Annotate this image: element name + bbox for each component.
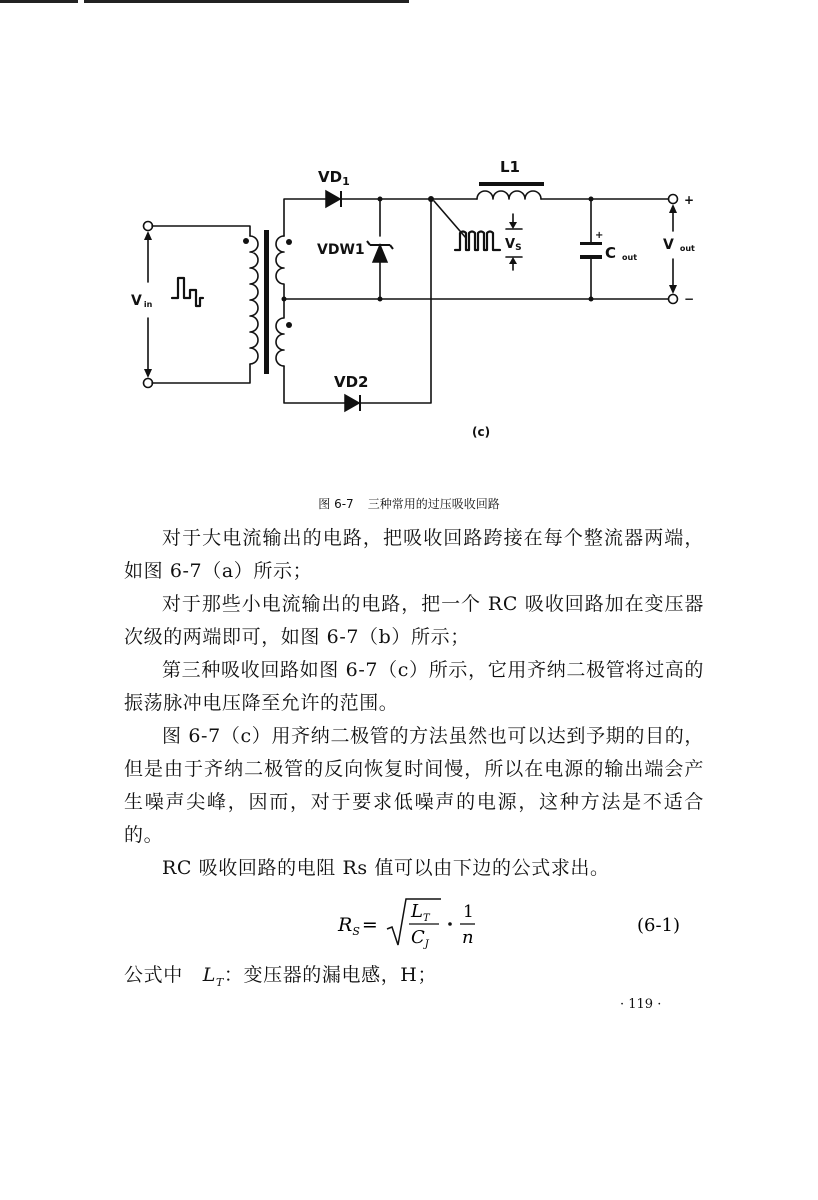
arrowhead (509, 222, 517, 229)
formula-6-1 (0, 893, 818, 953)
l1-label: L1 (500, 158, 520, 176)
frac2-den: n (462, 927, 474, 948)
figure-sublabel: (c) (472, 425, 491, 439)
node-dot (428, 196, 434, 202)
cout-label: Cout (605, 244, 638, 262)
transformer-core (264, 230, 269, 374)
primary-winding (250, 236, 258, 364)
vd2-label: VD2 (334, 373, 369, 391)
arrowhead (669, 204, 677, 213)
arrowhead (144, 369, 152, 378)
figure-caption (0, 495, 818, 512)
vin-terminal-bottom (144, 379, 153, 388)
cout-plus-sign: + (595, 230, 604, 241)
vout-terminal-plus (669, 195, 678, 204)
formula-lhs: $R_S$ = (338, 914, 378, 938)
vin-waveform (172, 278, 203, 306)
cout-plate-top (580, 242, 602, 245)
node-dot (378, 197, 383, 202)
vout-minus-sign: − (684, 292, 695, 306)
formula-num: $L_T$ (411, 901, 430, 924)
node-dot (282, 297, 287, 302)
polarity-dot-secondary-top (286, 239, 292, 245)
cout-plate-bottom (580, 255, 602, 259)
paragraph: 对于那些小电流输出的电路，把一个 RC 吸收回路加在变压器次级的两端即可，如图 6-7（b）所示； (124, 593, 704, 648)
secondary-winding-top (276, 236, 284, 299)
definition-symbol: $L_T$ (202, 964, 224, 989)
arrowhead (669, 285, 677, 294)
definition-line (124, 960, 437, 989)
secondary-winding-bottom (276, 299, 284, 366)
multiply-dot (448, 922, 452, 926)
paragraph: 对于大电流输出的电路，把吸收回路跨接在每个整流器两端，如图 6-7（a）所示； (124, 527, 704, 582)
vout-terminal-minus (669, 295, 678, 304)
definition-prefix: 公式中 (124, 964, 183, 986)
wire-vd2-to-node (361, 199, 431, 403)
caption-text: 三种常用的过压吸收回路 (367, 497, 500, 511)
node-dot (378, 297, 383, 302)
vin-terminal-top (144, 222, 153, 231)
arrowhead (509, 257, 517, 264)
vdw1-zener (373, 245, 387, 262)
vs-label: VS (505, 237, 522, 253)
formula-den: $C_J$ (411, 927, 429, 950)
polarity-dot-primary (243, 238, 249, 244)
inductor-l1 (477, 191, 541, 199)
vout-label: Vout (663, 237, 695, 253)
inductor-marker (479, 182, 544, 186)
circuit-diagram-c (0, 0, 818, 460)
definition-text: ：变压器的漏电感，H； (223, 964, 438, 986)
vd1-diode (326, 191, 340, 207)
equation-number: (6-1) (637, 915, 681, 936)
vout-plus-sign: + (684, 193, 695, 207)
vdw1-label: VDW1 (317, 242, 365, 258)
vin-label: Vin (131, 293, 153, 309)
node-dot (589, 197, 594, 202)
polarity-dot-secondary-bottom (286, 322, 292, 328)
vd2-diode (345, 395, 359, 411)
formula-graphic (0, 893, 818, 953)
page-number: · 119 · (620, 997, 662, 1012)
paragraph: 第三种吸收回路如图 6-7（c）所示，它用齐纳二极管将过高的振荡脉冲电压降至允许的范围。 (124, 659, 704, 714)
node-dot (589, 297, 594, 302)
paragraph: RC 吸收回路的电阻 Rs 值可以由下边的公式求出。 (162, 857, 610, 879)
wire-top (284, 199, 326, 236)
caption-number: 图 6-7 (318, 497, 354, 511)
frac2-num: 1 (463, 902, 474, 922)
arrowhead (144, 231, 152, 240)
paragraph: 图 6-7（c）用齐纳二极管的方法虽然也可以达到予期的目的，但是由于齐纳二极管的反向恢复时间慢，所以在电源的输出端会产生噪声尖峰，因而，对于要求低噪声的电源，这种方法是不适合的。 (124, 725, 704, 846)
vd1-label: $VD_1$ (318, 168, 350, 188)
